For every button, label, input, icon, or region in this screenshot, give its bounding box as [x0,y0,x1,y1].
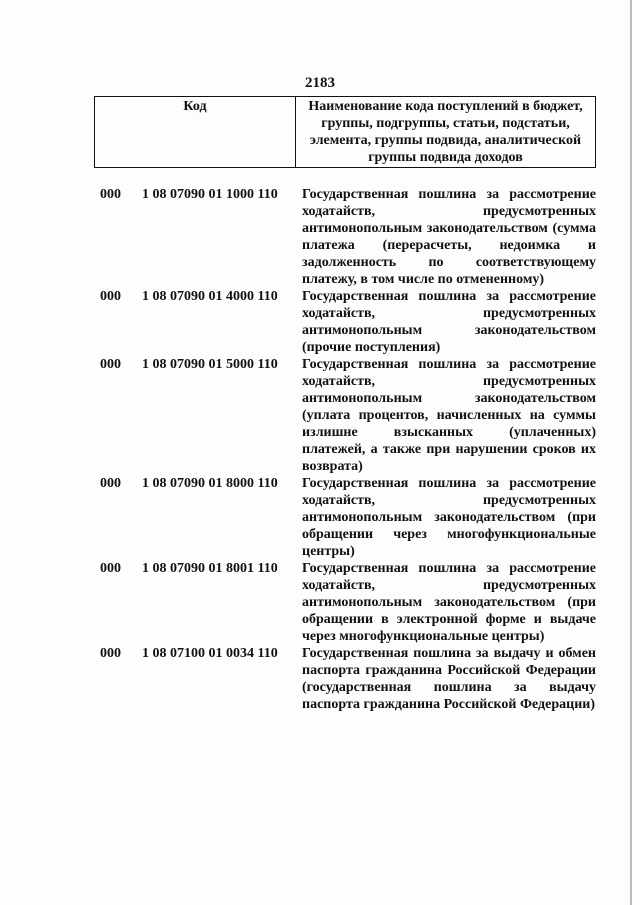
header-row [95,97,596,168]
admin-code: 000 [100,187,121,202]
list-item [100,475,596,560]
budget-code: 1 08 07090 01 4000 110 [142,289,278,304]
budget-code: 1 08 07090 01 8000 110 [142,476,278,491]
budget-code: 1 08 07100 01 0034 110 [142,646,278,661]
code-description: Государственная пошлина за выдачу и обмен паспорта гражданина Российской Федерации (государственная пошлина за выдачу паспорта гражданина Российской Федерации) [302,646,596,712]
admin-code: 000 [100,357,121,372]
code-description: Государственная пошлина за рассмотрение ходатайств, предусмотренных антимонопольным законодательством (при обращении в электронной форме и выдаче через многофункциональные центры) [302,561,596,644]
page-number: 2183 [305,75,335,91]
header-table [94,96,596,168]
code-description: Государственная пошлина за рассмотрение ходатайств, предусмотренных антимонопольным законодательством (прочие поступления) [302,289,596,355]
list-item [100,356,596,475]
admin-code: 000 [100,289,121,304]
admin-code: 000 [100,561,121,576]
admin-code: 000 [100,476,121,491]
page-edge-line [630,0,632,905]
header-code-cell: Код [95,97,296,168]
list-item [100,560,596,645]
list-item [100,288,596,356]
income-code-list [100,186,596,713]
code-description: Государственная пошлина за рассмотрение ходатайств, предусмотренных антимонопольным законодательством (сумма платежа (перерасчеты, недоимка и задолженность по соответствующему платежу, в том числе по отмененному) [302,187,596,287]
code-description: Государственная пошлина за рассмотрение ходатайств, предусмотренных антимонопольным законодательством (уплата процентов, начисленных на суммы излишне взысканных (уплаченных) платежей, а также при нарушении сроков их возврата) [302,357,596,474]
list-item [100,645,596,713]
header-name-cell: Наименование кода поступлений в бюджет, группы, подгруппы, статьи, подстатьи, элемента, группы подвида, аналитической группы подвида доходов [296,97,596,168]
budget-code: 1 08 07090 01 1000 110 [142,187,278,202]
admin-code: 000 [100,646,121,661]
code-description: Государственная пошлина за рассмотрение ходатайств, предусмотренных антимонопольным законодательством (при обращении через многофункциональные центры) [302,476,596,559]
budget-code: 1 08 07090 01 8001 110 [142,561,278,576]
list-item [100,186,596,288]
budget-code: 1 08 07090 01 5000 110 [142,357,278,372]
